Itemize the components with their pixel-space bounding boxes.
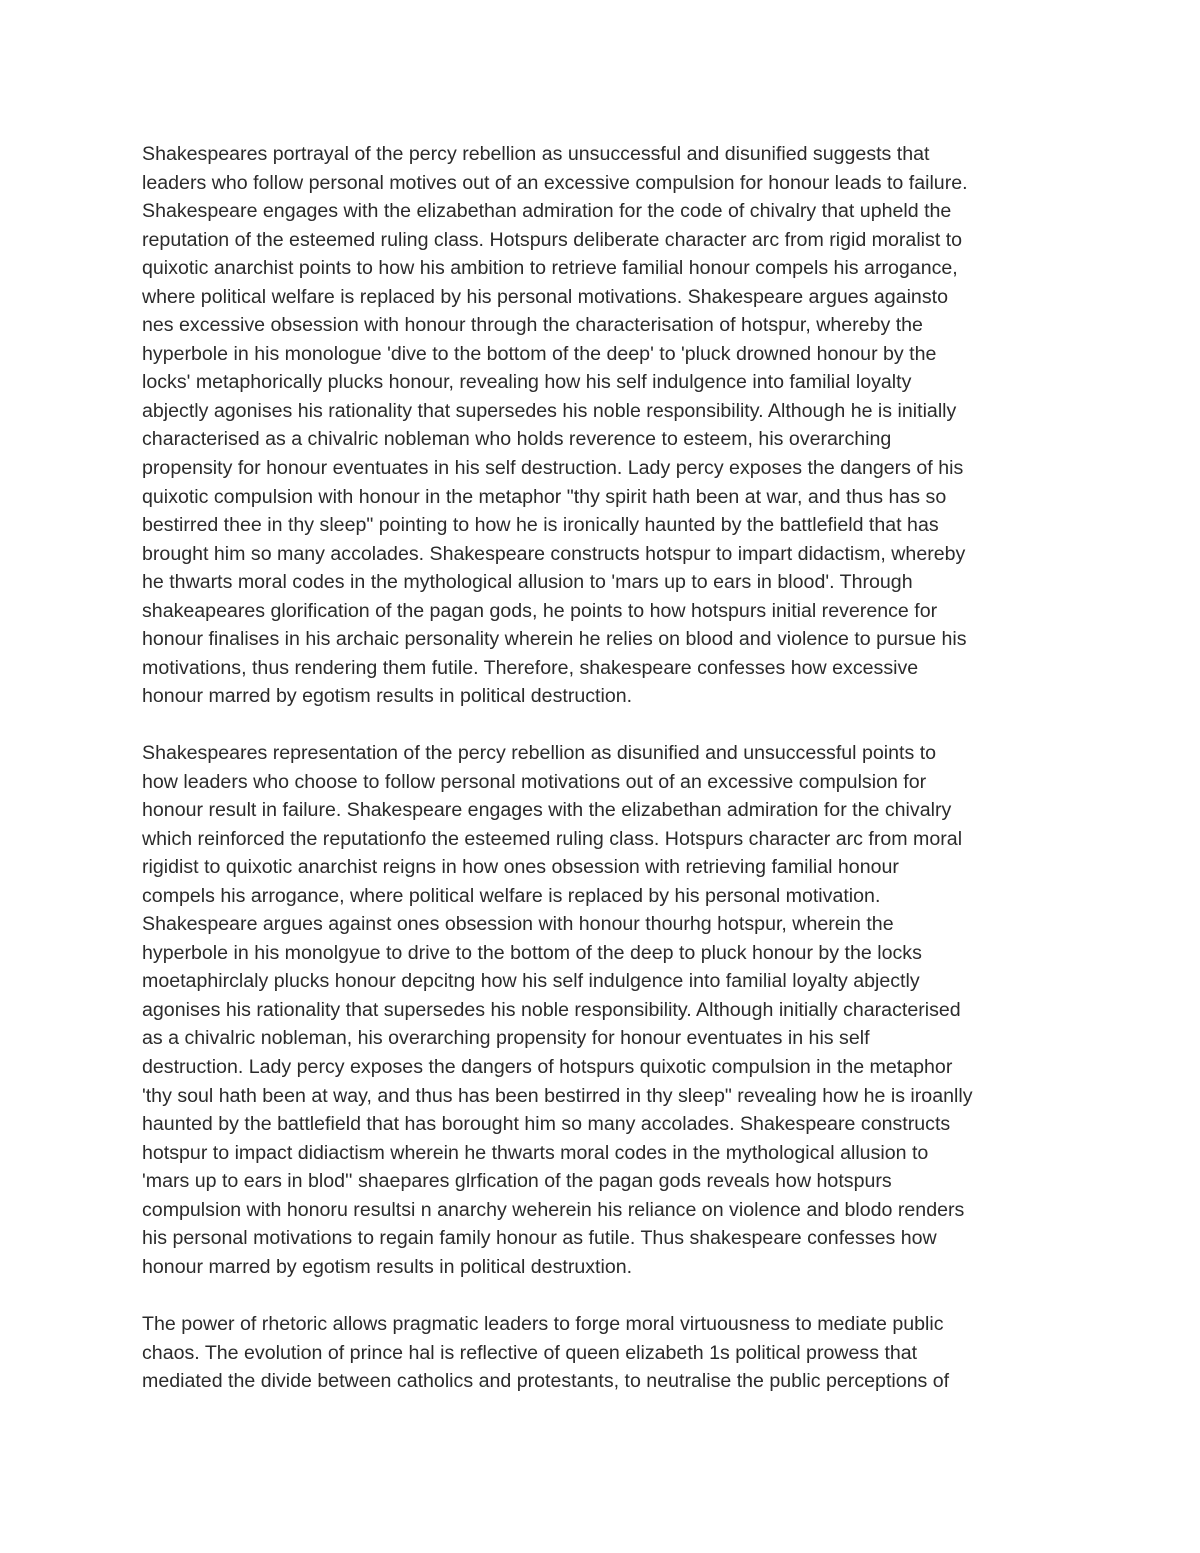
text-line: reputation of the esteemed ruling class. Hotspurs deliberate character arc from rigid moralist to [142,228,963,251]
text-line: The power of rhetoric allows pragmatic leaders to forge moral virtuousness to mediate public [142,1313,944,1335]
text-line: characterised as a chivalric nobleman who holds reverence to esteem, his overarching [142,428,892,451]
text-line: hyperbole in his monolgyue to drive to the bottom of the deep to pluck honour by the locks [142,941,922,964]
text-line: mediated the divide between catholics and protestants, to neutralise the public perceptions of [142,1370,950,1393]
text-line: destruction. Lady percy exposes the dangers of hotspurs quixotic compulsion in the metaphor [142,1056,953,1079]
text-line: motivations, thus rendering them futile. Therefore, shakespeare confesses how excessive [142,656,919,679]
text-line: quixotic anarchist points to how his ambition to retrieve familial honour compels his arrogance, [142,257,958,280]
text-line: he thwarts moral codes in the mythological allusion to 'mars up to ears in blood'. Through [142,571,913,594]
paragraph-1 [142,140,968,711]
paragraph-2 [142,739,973,1281]
text-line: locks' metaphorically plucks honour, revealing how his self indulgence into familial loyalty [142,371,912,394]
text-line: moetaphirclaly plucks honour depcitng how his self indulgence into familial loyalty abjectly [142,970,920,993]
text-line: Shakespeares representation of the percy rebellion as disunified and unsuccessful points to [142,742,937,764]
text-line: rigidist to quixotic anarchist reigns in how ones obsession with retrieving familial honour [142,856,899,879]
text-line: compels his arrogance, where political welfare is replaced by his personal motivation. [142,884,881,907]
text-line: shakeapeares glorification of the pagan gods, he points to how hotspurs initial reverence for [142,599,938,622]
text-line: bestirred thee in thy sleep" pointing to how he is ironically haunted by the battlefield that has [142,514,939,537]
paragraph-3 [142,1310,949,1396]
text-line: Shakespeare engages with the elizabethan admiration for the code of chivalry that upheld the [142,200,952,223]
text-line: hyperbole in his monologue 'dive to the bottom of the deep' to 'pluck drowned honour by the [142,342,937,365]
text-line: how leaders who choose to follow personal motivations out of an excessive compulsion for [142,770,927,793]
text-line: quixotic compulsion with honour in the metaphor "thy spirit hath been at war, and thus has so [142,485,947,508]
text-line: honour marred by egotism results in political destruction. [142,685,633,708]
text-line: hotspur to impact didiactism wherein he thwarts moral codes in the mythological allusion to [142,1141,929,1164]
text-line: honour finalises in his archaic personality wherein he relies on blood and violence to pursue his [142,628,967,651]
text-line: honour result in failure. Shakespeare engages with the elizabethan admiration for the chivalry [142,799,952,822]
text-line: propensity for honour eventuates in his self destruction. Lady percy exposes the dangers of his [142,457,964,480]
text-line: 'thy soul hath been at way, and thus has been bestirred in thy sleep" revealing how he is iroanlly [142,1084,973,1107]
text-line: Shakespeare argues against ones obsession with honour thourhg hotspur, wherein the [142,913,894,936]
text-line: abjectly agonises his rationality that supersedes his noble responsibility. Although he is initially [142,399,957,422]
text-line: chaos. The evolution of prince hal is reflective of queen elizabeth 1s political prowess that [142,1341,918,1364]
text-line: agonises his rationality that supersedes his noble responsibility. Although initially characterised [142,998,961,1021]
text-line: which reinforced the reputationfo the esteemed ruling class. Hotspurs character arc from moral [142,827,963,850]
text-line: Shakespeares portrayal of the percy rebellion as unsuccessful and disunified suggests that [142,143,930,165]
text-line: honour marred by egotism results in political destruxtion. [142,1255,633,1278]
text-line: his personal motivations to regain family honour as futile. Thus shakespeare confesses how [142,1227,937,1250]
text-line: 'mars up to ears in blod'' shaepares glrfication of the pagan gods reveals how hotspurs [142,1170,892,1193]
text-line: as a chivalric nobleman, his overarching propensity for honour eventuates in his self [142,1027,870,1050]
text-line: haunted by the battlefield that has borought him so many accolades. Shakespeare constructs [142,1113,951,1136]
text-line: where political welfare is replaced by his personal motivations. Shakespeare argues againsto [142,285,948,308]
text-line: nes excessive obsession with honour through the characterisation of hotspur, whereby the [142,314,923,337]
text-line: leaders who follow personal motives out of an excessive compulsion for honour leads to failure. [142,171,968,194]
text-line: compulsion with honoru resultsi n anarchy weherein his reliance on violence and blodo renders [142,1198,965,1221]
text-line: brought him so many accolades. Shakespeare constructs hotspur to impart didactism, whereby [142,542,966,565]
